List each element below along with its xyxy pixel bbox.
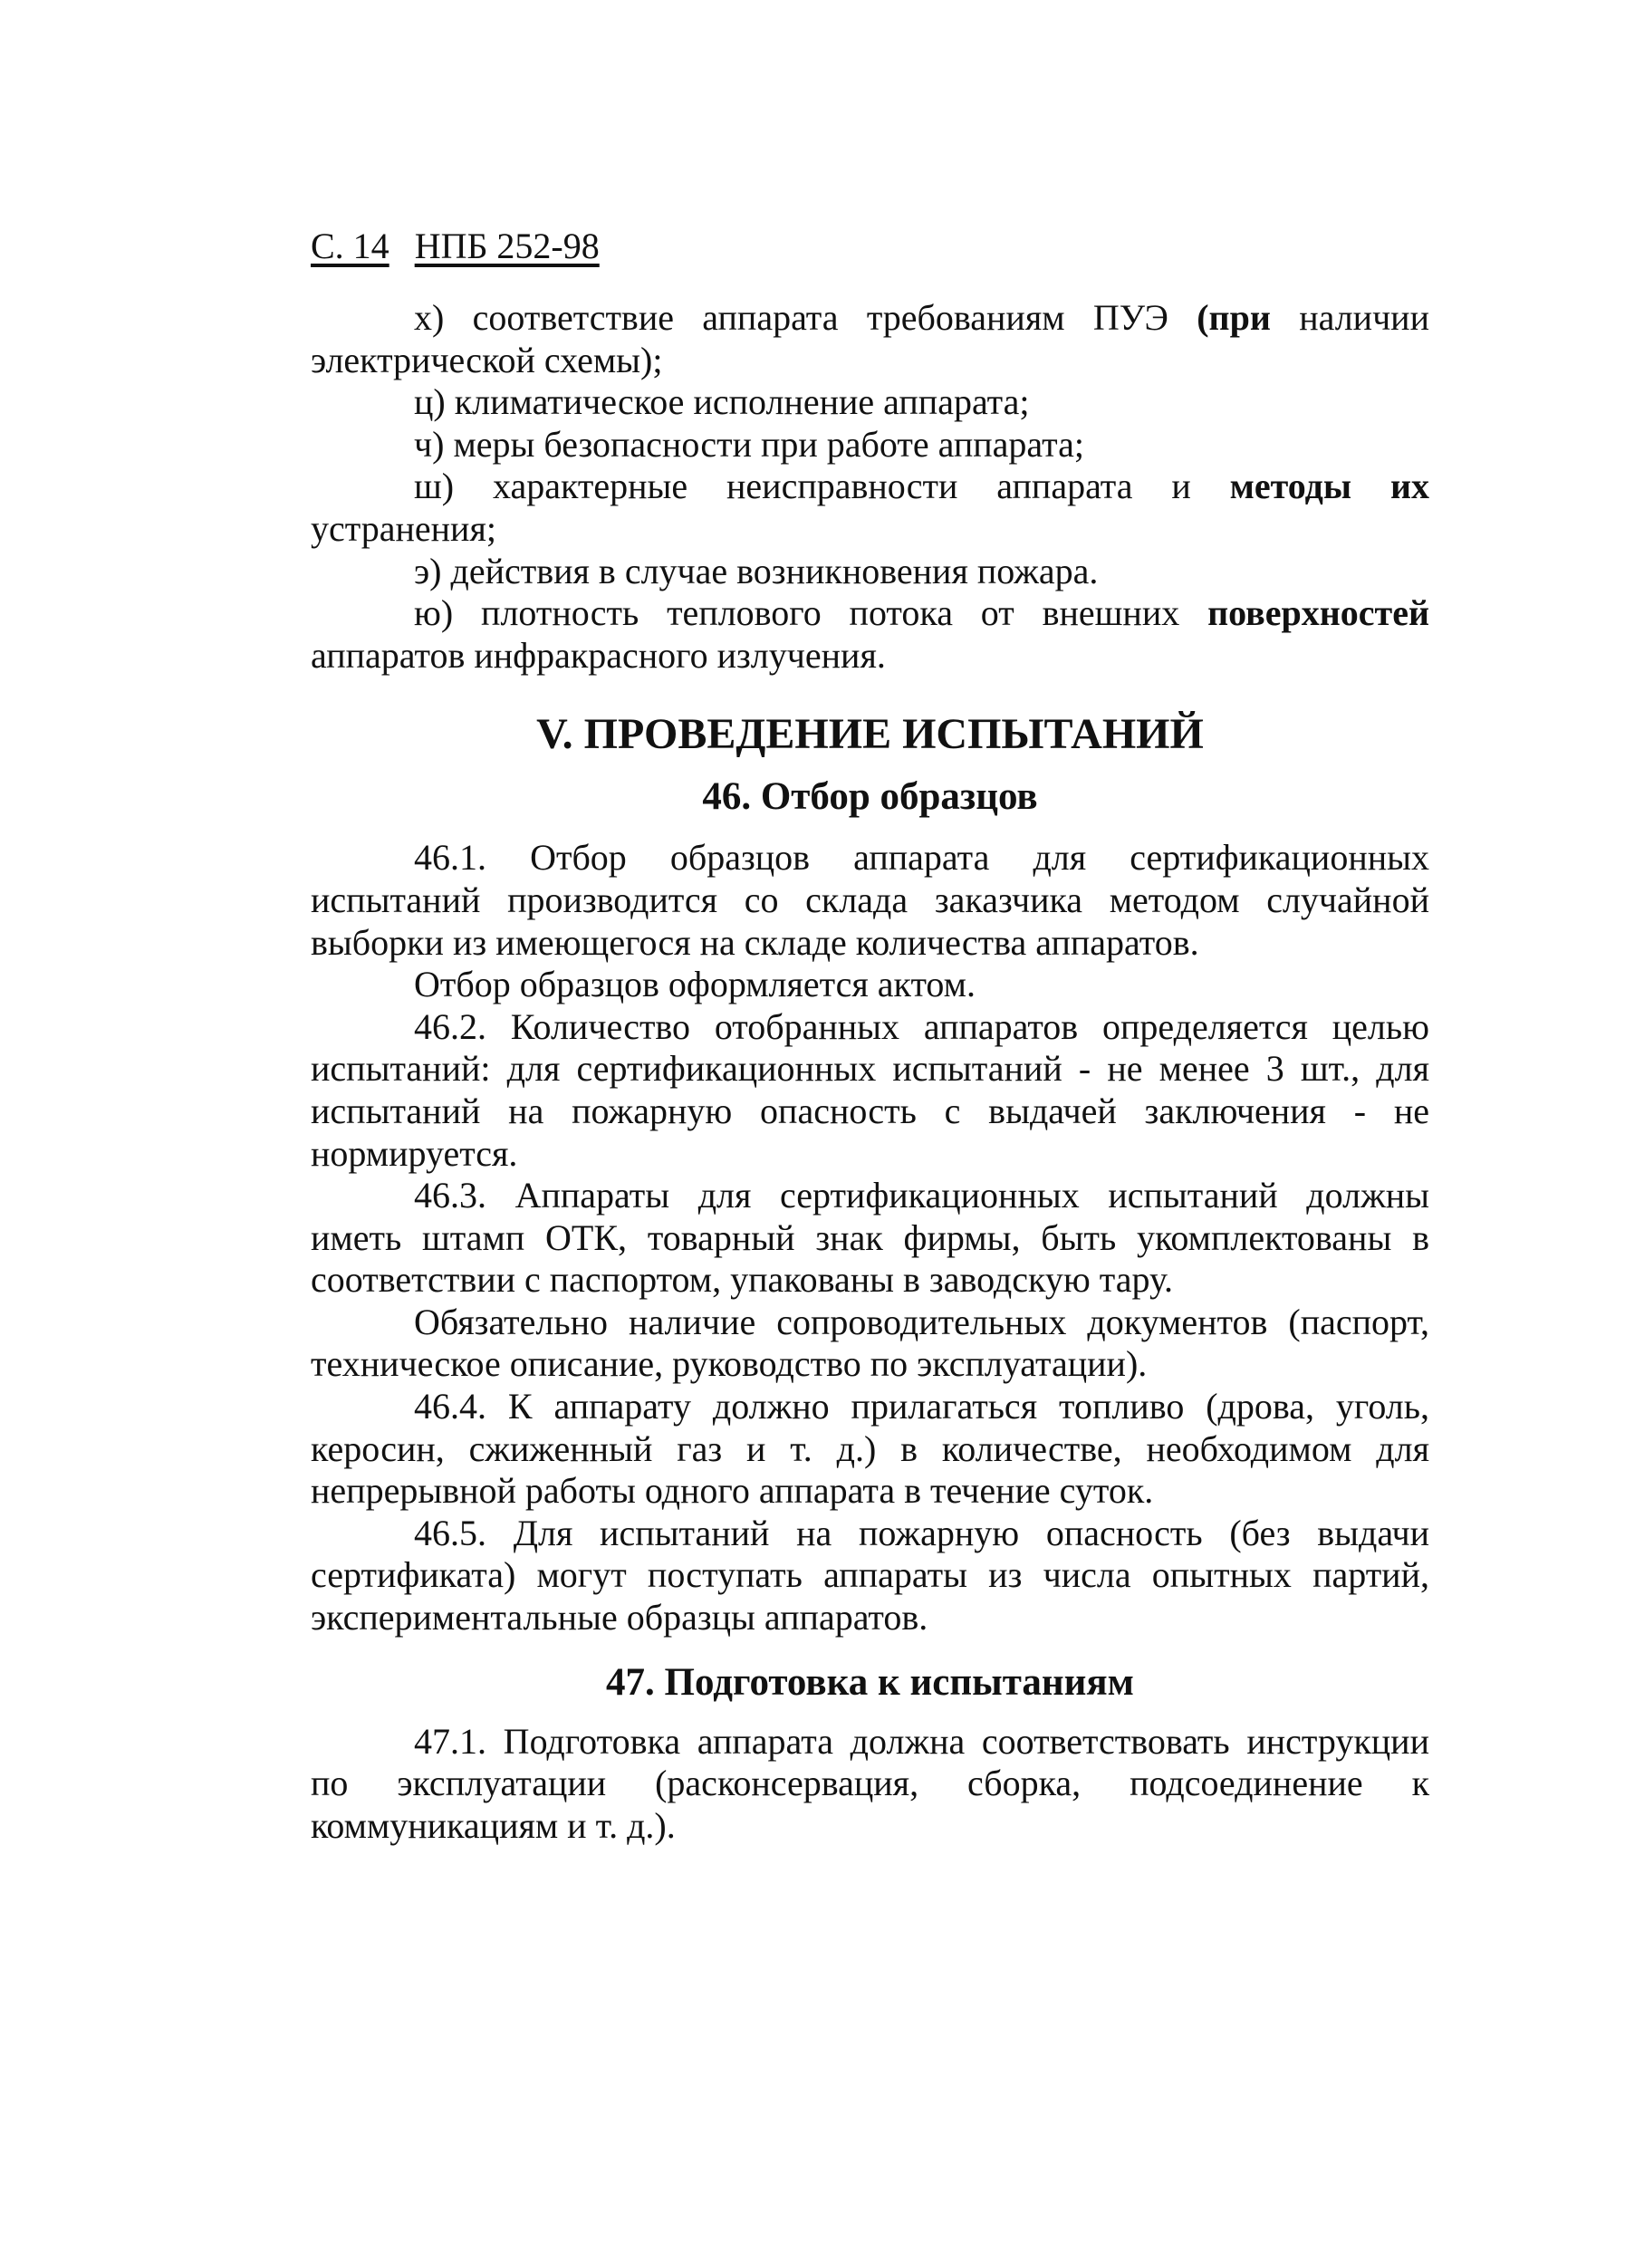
list-item-kh: х) соответствие аппарата требованиям ПУЭ (при наличии электрической схемы); <box>311 297 1429 380</box>
paragraph-46-5: 46.5. Для испытаний на пожарную опасность (без выдачи сертификата) могут поступать аппараты из числа опытных партий, экспериментальные образцы аппаратов. <box>311 1512 1429 1639</box>
paragraph-46-1-act: Отбор образцов оформляется актом. <box>414 964 976 1005</box>
list-item-ch: ч) меры безопасности при работе аппарата; <box>414 423 1084 465</box>
list-item-ts: ц) климатическое исполнение аппарата; <box>414 381 1030 423</box>
subsection-title-47: 47. Подготовка к испытаниям <box>606 1660 1134 1704</box>
subsection-title-46: 46. Отбор образцов <box>702 775 1038 819</box>
paragraph-46-3-docs: Обязательно наличие сопроводительных документов (паспорт, техническое описание, руководство по эксплуатации). <box>311 1301 1429 1385</box>
page-header <box>311 225 600 268</box>
paragraph-46-3: 46.3. Аппараты для сертификационных испытаний должны иметь штамп ОТК, товарный знак фирмы, быть укомплектованы в соответствии с паспортом, упакованы в заводскую тару. <box>311 1175 1429 1301</box>
paragraph-46-4: 46.4. К аппарату должно прилагаться топливо (дрова, уголь, керосин, сжиженный газ и т. д.) в количестве, необходимом для непрерывной работы одного аппарата в течение суток. <box>311 1386 1429 1512</box>
list-item-yu: ю) плотность теплового потока от внешних поверхностей аппаратов инфракрасного излучения. <box>311 592 1429 676</box>
list-item-sh: ш) характерные неисправности аппарата и методы их устранения; <box>311 466 1430 549</box>
paragraph-46-1: 46.1. Отбор образцов аппарата для сертификационных испытаний производится со склада заказчика методом случайной выборки из имеющегося на складе количества аппаратов. <box>311 837 1429 963</box>
page-body <box>311 297 1429 1847</box>
document-code: НПБ 252-98 <box>414 226 600 266</box>
paragraph-46-2: 46.2. Количество отобранных аппаратов определяется целью испытаний: для сертификационных испытаний - не менее 3 шт., для испытаний на пожарную опасность с выдачей заключения - не нормируется. <box>311 1005 1429 1174</box>
list-item-e: э) действия в случае возникновения пожара. <box>414 550 1099 591</box>
paragraph-47-1: 47.1. Подготовка аппарата должна соответствовать инструкции по эксплуатации (расконсервация, сборка, подсоединение к коммуникациям и т. д.). <box>311 1720 1429 1846</box>
section-title: V. ПРОВЕДЕНИЕ ИСПЫТАНИЙ <box>536 710 1204 759</box>
page-number: С. 14 <box>311 226 389 266</box>
